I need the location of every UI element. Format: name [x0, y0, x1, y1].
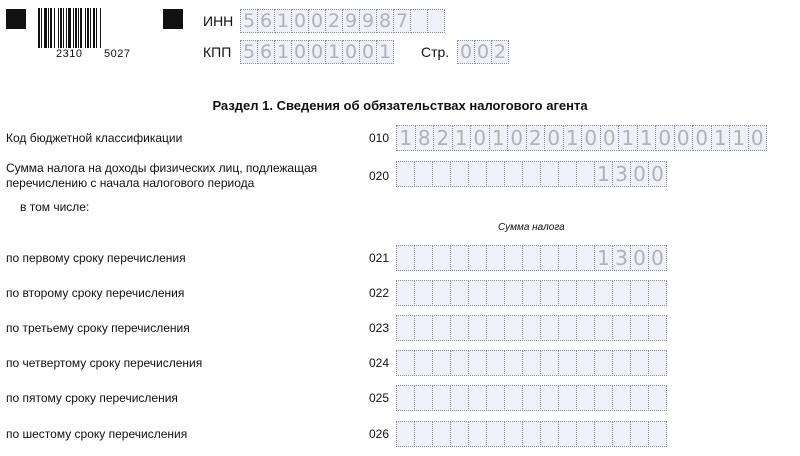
term-amount-cell[interactable] — [396, 280, 415, 306]
term-amount-cell[interactable] — [504, 245, 523, 271]
term-amount-field[interactable] — [397, 315, 667, 339]
inn-cell[interactable]: 0 — [291, 9, 309, 33]
term-amount-cell[interactable] — [468, 315, 487, 341]
kbk-label: Код бюджетной классификации — [6, 131, 183, 145]
barcode-bar — [41, 8, 42, 48]
term-amount-cell[interactable] — [576, 280, 595, 306]
inn-cell[interactable]: 8 — [376, 9, 394, 33]
inn-cell[interactable]: 9 — [359, 9, 377, 33]
term-line-code: 023 — [369, 321, 390, 335]
inn-label: ИНН — [203, 13, 234, 29]
barcode-bar — [85, 8, 86, 48]
term-amount-cell[interactable] — [558, 385, 577, 411]
term-amount-cell[interactable] — [396, 245, 415, 271]
term-amount-cell[interactable] — [432, 385, 451, 411]
term-amount-cell[interactable] — [648, 350, 667, 376]
term-amount-cell[interactable] — [414, 385, 433, 411]
term-amount-cell[interactable] — [594, 280, 613, 306]
term-amount-cell[interactable] — [540, 280, 559, 306]
kpp-cell[interactable]: 1 — [376, 40, 394, 64]
term-amount-cell[interactable] — [594, 421, 613, 447]
term-line-code: 024 — [369, 356, 390, 370]
total-tax-cell[interactable] — [540, 161, 559, 187]
term-amount-cell[interactable] — [504, 350, 523, 376]
term-amount-cell[interactable] — [648, 315, 667, 341]
inn-cell[interactable]: 2 — [325, 9, 343, 33]
page-cell[interactable]: 2 — [491, 40, 509, 64]
term-amount-cell[interactable] — [540, 315, 559, 341]
term-amount-cell[interactable] — [630, 350, 649, 376]
kpp-cell[interactable]: 1 — [325, 40, 343, 64]
term-amount-cell[interactable] — [522, 385, 541, 411]
total-tax-cell[interactable] — [396, 161, 415, 187]
inn-cell[interactable] — [427, 9, 445, 33]
kbk-cell[interactable]: 0 — [748, 125, 768, 151]
kpp-cell[interactable]: 0 — [308, 40, 326, 64]
term-amount-cell[interactable] — [414, 245, 433, 271]
page-label: Стр. — [421, 44, 450, 60]
term-amount-cell[interactable] — [522, 315, 541, 341]
term-amount-cell[interactable] — [576, 350, 595, 376]
term-amount-cell[interactable] — [540, 385, 559, 411]
barcode-bar — [60, 8, 62, 48]
barcode-bar — [93, 8, 95, 48]
term-amount-cell[interactable]: 0 — [630, 245, 649, 271]
term-amount-cell[interactable] — [540, 245, 559, 271]
barcode-bar — [68, 8, 71, 48]
term-amount-cell[interactable] — [432, 421, 451, 447]
term-amount-cell[interactable] — [576, 245, 595, 271]
term-amount-cell[interactable] — [558, 280, 577, 306]
registration-marker-left — [6, 9, 26, 29]
barcode-bar — [63, 8, 64, 48]
total-tax-cell[interactable] — [468, 161, 487, 187]
kbk-cell[interactable]: 0 — [655, 125, 675, 151]
kpp-cell[interactable]: 6 — [257, 40, 275, 64]
total-tax-cell[interactable]: 3 — [612, 161, 631, 187]
kbk-cell[interactable]: 1 — [396, 125, 416, 151]
term-label: по второму сроку перечисления — [6, 286, 185, 300]
barcode-number-left: 2310 — [56, 48, 83, 60]
page-cell[interactable]: 0 — [457, 40, 475, 64]
term-amount-cell[interactable] — [450, 421, 469, 447]
term-amount-cell[interactable]: 3 — [612, 245, 631, 271]
term-amount-cell[interactable] — [648, 421, 667, 447]
term-amount-cell[interactable] — [612, 385, 631, 411]
term-label: по шестому сроку перечисления — [6, 427, 188, 441]
inn-cell[interactable]: 1 — [274, 9, 292, 33]
term-label: по первому сроку перечисления — [6, 251, 186, 265]
barcode-bar — [38, 8, 40, 48]
kbk-cell[interactable]: 1 — [729, 125, 749, 151]
term-amount-field[interactable] — [397, 385, 667, 409]
barcode-bar — [50, 8, 52, 48]
barcode-number-right: 5027 — [104, 48, 131, 60]
barcode-bar — [75, 8, 77, 48]
barcode-bar — [66, 8, 67, 48]
term-amount-cell[interactable] — [432, 245, 451, 271]
kpp-label: КПП — [203, 44, 232, 60]
term-amount-cell[interactable] — [450, 280, 469, 306]
kbk-cell[interactable]: 0 — [674, 125, 694, 151]
total-tax-cell[interactable] — [558, 161, 577, 187]
term-amount-cell[interactable] — [576, 385, 595, 411]
term-amount-cell[interactable] — [504, 421, 523, 447]
term-amount-cell[interactable] — [648, 280, 667, 306]
kbk-cell[interactable]: 2 — [526, 125, 546, 151]
total-tax-cell[interactable] — [486, 161, 505, 187]
including-label: в том числе: — [20, 200, 90, 214]
term-amount-cell[interactable] — [486, 385, 505, 411]
barcode-bar — [87, 8, 89, 48]
barcode-bar — [54, 8, 55, 48]
term-amount-cell[interactable] — [414, 350, 433, 376]
term-amount-cell[interactable] — [432, 280, 451, 306]
term-amount-cell[interactable] — [486, 280, 505, 306]
total-tax-cell[interactable] — [504, 161, 523, 187]
kbk-cell[interactable]: 1 — [711, 125, 731, 151]
term-amount-cell[interactable] — [540, 421, 559, 447]
kpp-cell[interactable]: 0 — [359, 40, 377, 64]
term-line-code: 025 — [369, 391, 390, 405]
term-amount-cell[interactable] — [504, 385, 523, 411]
barcode-bar — [73, 8, 74, 48]
term-amount-cell[interactable] — [486, 315, 505, 341]
term-amount-cell[interactable] — [468, 385, 487, 411]
term-amount-cell[interactable] — [396, 350, 415, 376]
section-title: Раздел 1. Сведения об обязательствах налогового агента — [212, 98, 588, 113]
term-amount-cell[interactable] — [630, 385, 649, 411]
term-amount-cell[interactable] — [486, 421, 505, 447]
term-amount-cell[interactable] — [504, 280, 523, 306]
term-amount-cell[interactable] — [612, 421, 631, 447]
term-amount-cell[interactable] — [558, 421, 577, 447]
kpp-cell[interactable]: 0 — [291, 40, 309, 64]
inn-cell[interactable]: 9 — [342, 9, 360, 33]
term-amount-field[interactable] — [397, 421, 667, 445]
kbk-cell[interactable]: 0 — [581, 125, 601, 151]
term-amount-cell[interactable] — [486, 245, 505, 271]
inn-cell[interactable]: 6 — [257, 9, 275, 33]
term-amount-cell[interactable] — [540, 350, 559, 376]
term-line-code: 026 — [369, 427, 390, 441]
term-line-code: 021 — [369, 251, 390, 265]
term-amount-cell[interactable]: 0 — [648, 245, 667, 271]
total-tax-cell[interactable] — [576, 161, 595, 187]
kbk-cell[interactable]: 0 — [544, 125, 564, 151]
kbk-cell[interactable]: 2 — [433, 125, 453, 151]
term-amount-field[interactable] — [397, 280, 667, 304]
kbk-cell[interactable]: 8 — [415, 125, 435, 151]
term-amount-cell[interactable] — [594, 385, 613, 411]
term-amount-cell[interactable] — [396, 385, 415, 411]
term-amount-cell[interactable] — [468, 245, 487, 271]
term-amount-cell[interactable] — [522, 350, 541, 376]
total-tax-cell[interactable]: 0 — [648, 161, 667, 187]
barcode-bar — [58, 8, 59, 48]
total-tax-cell[interactable]: 0 — [630, 161, 649, 187]
term-amount-cell[interactable] — [594, 350, 613, 376]
barcode-bar — [80, 8, 82, 48]
total-tax-cell[interactable] — [450, 161, 469, 187]
term-amount-cell[interactable] — [576, 315, 595, 341]
total-tax-field[interactable] — [397, 161, 667, 185]
term-line-code: 022 — [369, 286, 390, 300]
tax-amount-subheading: Сумма налога — [498, 222, 565, 233]
barcode-bar — [78, 8, 79, 48]
term-amount-cell[interactable] — [450, 385, 469, 411]
total-tax-line-code: 020 — [369, 169, 390, 183]
total-tax-label-line2: перечислению с начала налогового периода — [6, 176, 255, 190]
term-label: по пятому сроку перечисления — [6, 391, 178, 405]
term-amount-cell[interactable] — [396, 421, 415, 447]
term-amount-cell[interactable] — [450, 350, 469, 376]
page-number-field[interactable] — [458, 40, 509, 64]
kbk-cell[interactable]: 0 — [470, 125, 490, 151]
inn-field[interactable] — [241, 9, 445, 33]
total-tax-cell[interactable] — [522, 161, 541, 187]
kbk-cell[interactable]: 1 — [637, 125, 657, 151]
page-cell[interactable]: 0 — [474, 40, 492, 64]
kbk-cell[interactable]: 0 — [692, 125, 712, 151]
inn-cell[interactable]: 5 — [240, 9, 258, 33]
term-amount-cell[interactable] — [432, 315, 451, 341]
term-amount-cell[interactable] — [450, 315, 469, 341]
barcode-bar — [96, 8, 97, 48]
total-tax-label-line1: Сумма налога на доходы физических лиц, подлежащая — [6, 161, 318, 175]
registration-marker-right — [163, 9, 183, 29]
inn-cell[interactable] — [410, 9, 428, 33]
term-amount-cell[interactable]: 1 — [594, 245, 613, 271]
inn-cell[interactable]: 7 — [393, 9, 411, 33]
term-amount-cell[interactable] — [576, 421, 595, 447]
term-amount-cell[interactable] — [558, 315, 577, 341]
total-tax-cell[interactable]: 1 — [594, 161, 613, 187]
barcode-bar — [44, 8, 47, 48]
barcode-bar — [100, 8, 101, 48]
term-amount-cell[interactable] — [630, 421, 649, 447]
term-amount-cell[interactable] — [432, 350, 451, 376]
kbk-cell[interactable]: 1 — [563, 125, 583, 151]
term-amount-cell[interactable] — [630, 280, 649, 306]
total-tax-cell[interactable] — [432, 161, 451, 187]
barcode — [38, 8, 156, 48]
barcode-bar — [48, 8, 49, 48]
term-amount-cell[interactable] — [612, 350, 631, 376]
term-amount-cell[interactable] — [504, 315, 523, 341]
kpp-cell[interactable]: 5 — [240, 40, 258, 64]
kbk-cell[interactable]: 1 — [452, 125, 472, 151]
kbk-cell[interactable]: 1 — [489, 125, 509, 151]
term-amount-cell[interactable] — [450, 245, 469, 271]
term-amount-cell[interactable] — [558, 245, 577, 271]
term-amount-cell[interactable] — [522, 421, 541, 447]
total-tax-cell[interactable] — [414, 161, 433, 187]
inn-cell[interactable]: 0 — [308, 9, 326, 33]
kpp-cell[interactable]: 1 — [274, 40, 292, 64]
term-amount-cell[interactable] — [522, 245, 541, 271]
kpp-cell[interactable]: 0 — [342, 40, 360, 64]
term-amount-cell[interactable] — [468, 421, 487, 447]
term-amount-cell[interactable] — [522, 280, 541, 306]
term-label: по третьему сроку перечисления — [6, 321, 190, 335]
term-amount-field[interactable] — [397, 350, 667, 374]
term-amount-cell[interactable] — [486, 350, 505, 376]
term-amount-cell[interactable] — [414, 280, 433, 306]
term-label: по четвертому сроку перечисления — [6, 356, 203, 370]
term-amount-cell[interactable] — [468, 350, 487, 376]
kbk-cell[interactable]: 1 — [618, 125, 638, 151]
term-amount-field[interactable] — [397, 245, 667, 269]
kbk-cell[interactable]: 0 — [507, 125, 527, 151]
kbk-field[interactable] — [397, 125, 767, 149]
term-amount-cell[interactable] — [594, 315, 613, 341]
kbk-cell[interactable]: 0 — [600, 125, 620, 151]
term-amount-cell[interactable] — [612, 315, 631, 341]
term-amount-cell[interactable] — [612, 280, 631, 306]
kbk-line-code: 010 — [369, 131, 390, 145]
term-amount-cell[interactable] — [648, 385, 667, 411]
term-amount-cell[interactable] — [630, 315, 649, 341]
term-amount-cell[interactable] — [468, 280, 487, 306]
kpp-field[interactable] — [241, 40, 394, 64]
term-amount-cell[interactable] — [414, 421, 433, 447]
barcode-bar — [90, 8, 91, 48]
term-amount-cell[interactable] — [414, 315, 433, 341]
term-amount-cell[interactable] — [396, 315, 415, 341]
term-amount-cell[interactable] — [558, 350, 577, 376]
